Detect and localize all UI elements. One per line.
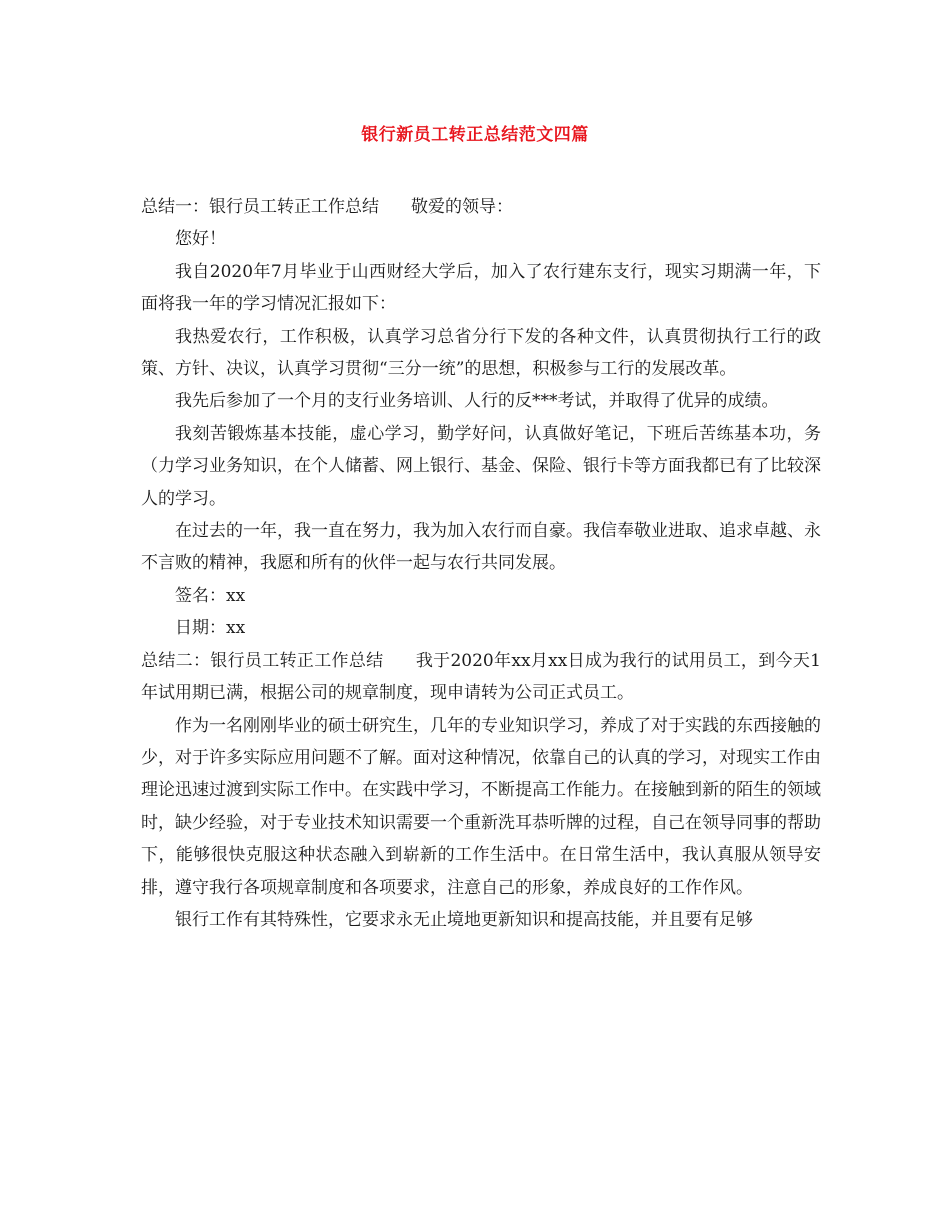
salutation-text: 敬爱的领导：	[411, 197, 513, 217]
document-title: 银行新员工转正总结范文四篇	[361, 125, 589, 145]
paragraph: 我自2020年7月毕业于山西财经大学后，加入了农行建东支行，现实习期满一年，下面将我一年的学习情况汇报如下：	[141, 261, 821, 315]
paragraph: 作为一名刚刚毕业的硕士研究生，几年的专业知识学习，养成了对于实践的东西接触的少，对于许多实际应用问题不了解。面对这种情况，依靠自己的认真的学习，对现实工作由理论迅速过渡到实际工作中。在实践中学习，不断提高工作能力。在接触到新的陌生的领域时，缺少经验，对于专业技术知识需要一个重新洗耳恭听牌的过程，自己在领导同事的帮助下，能够很快克服这种状态融入到崭新的工作生活中。在日常生活中，我认真服从领导安排，遵守我行各项规章制度和各项要求，注意自己的形象，养成良好的工作作风。	[141, 715, 821, 898]
paragraph: 您好！	[175, 229, 226, 250]
heading-text: 总结二：银行员工转正工作总结	[141, 650, 384, 671]
signature-line: 签名：xx	[175, 585, 246, 606]
document-body	[141, 191, 821, 936]
paragraph: 银行工作有其特殊性，它要求永无止境地更新知识和提高技能，并且要有足够	[175, 909, 753, 930]
summary-one-heading	[141, 191, 821, 223]
intro-text: 我于2020年xx月xx日成为我行的试用员工，到今天1年试用期已满，根据公司的规章制度，现申请转为公司正式员工。	[141, 650, 821, 704]
date-line: 日期：xx	[175, 618, 246, 639]
summary-two-heading	[141, 645, 821, 710]
heading-text: 总结一：银行员工转正工作总结	[141, 197, 379, 217]
paragraph: 我热爱农行，工作积极，认真学习总省分行下发的各种文件，认真贯彻执行工行的政策、方针、决议，认真学习贯彻“三分一统”的思想，积极参与工行的发展改革。	[141, 326, 821, 380]
paragraph: 在过去的一年，我一直在努力，我为加入农行而自豪。我信奉敬业进取、追求卓越、永不言败的精神，我愿和所有的伙伴一起与农行共同发展。	[141, 521, 821, 574]
paragraph: 我刻苦锻炼基本技能，虚心学习，勤学好问，认真做好笔记，下班后苦练基本功，务（力学习业务知识，在个人储蓄、网上银行、基金、保险、银行卡等方面我都已有了比较深人的学习。	[141, 423, 821, 509]
paragraph: 我先后参加了一个月的支行业务培训、人行的反***考试，并取得了优异的成绩。	[175, 391, 779, 412]
